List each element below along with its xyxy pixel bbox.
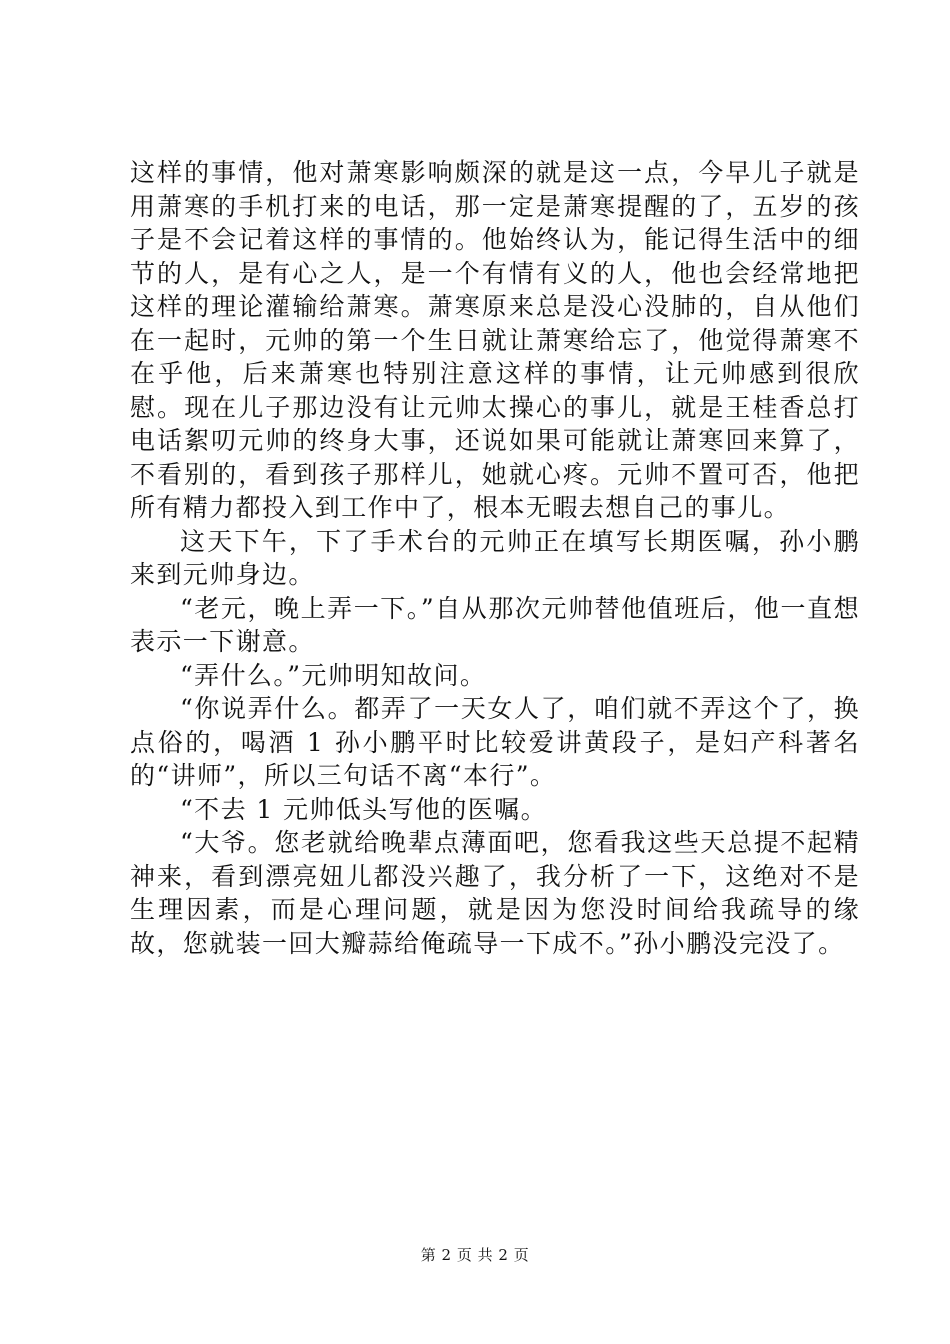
paragraph-6: “不去 1 元帅低头写他的医嘱。 — [180, 794, 547, 824]
paragraph-5: “你说弄什么。都弄了一天女人了，咱们就不弄这个了，换点俗的，喝酒 1 孙小鹏平时比较爱讲黄段子，是妇产科著名的“讲师”，所以三句话不离“本行”。 — [130, 694, 860, 790]
document-body — [130, 156, 860, 960]
paragraph-2: 这天下午，下了手术台的元帅正在填写长期医嘱，孙小鹏来到元帅身边。 — [130, 526, 860, 589]
paragraph-7: “大爷。您老就给晚辈点薄面吧，您看我这些天总提不起精神来，看到漂亮妞儿都没兴趣了，我分析了一下，这绝对不是生理因素，而是心理问题，就是因为您没时间给我疏导的缘故，您就装一回大瓣蒜给俺疏导一下成不。”孙小鹏没完没了。 — [130, 828, 860, 958]
page-number-footer: 第 2 页 共 2 页 — [420, 1246, 530, 1264]
paragraph-4: “弄什么。”元帅明知故问。 — [180, 660, 487, 690]
paragraph-3: “老元，晚上弄一下。”自从那次元帅替他值班后，他一直想表示一下谢意。 — [130, 593, 860, 656]
paragraph-1: 这样的事情，他对萧寒影响颇深的就是这一点，今早儿子就是用萧寒的手机打来的电话，那一定是萧寒提醒的了，五岁的孩子是不会记着这样的事情的。他始终认为，能记得生活中的细节的人，是有心之人，是一个有情有义的人，他也会经常地把这样的理论灌输给萧寒。萧寒原来总是没心没肺的，自从他们在一起时，元帅的第一个生日就让萧寒给忘了，他觉得萧寒不在乎他，后来萧寒也特别注意这样的事情，让元帅感到很欣慰。现在儿子那边没有让元帅太操心的事儿，就是王桂香总打电话絮叨元帅的终身大事，还说如果可能就让萧寒回来算了，不看别的，看到孩子那样儿，她就心疼。元帅不置可否，他把所有精力都投入到工作中了，根本无暇去想自己的事儿。 — [130, 158, 860, 522]
